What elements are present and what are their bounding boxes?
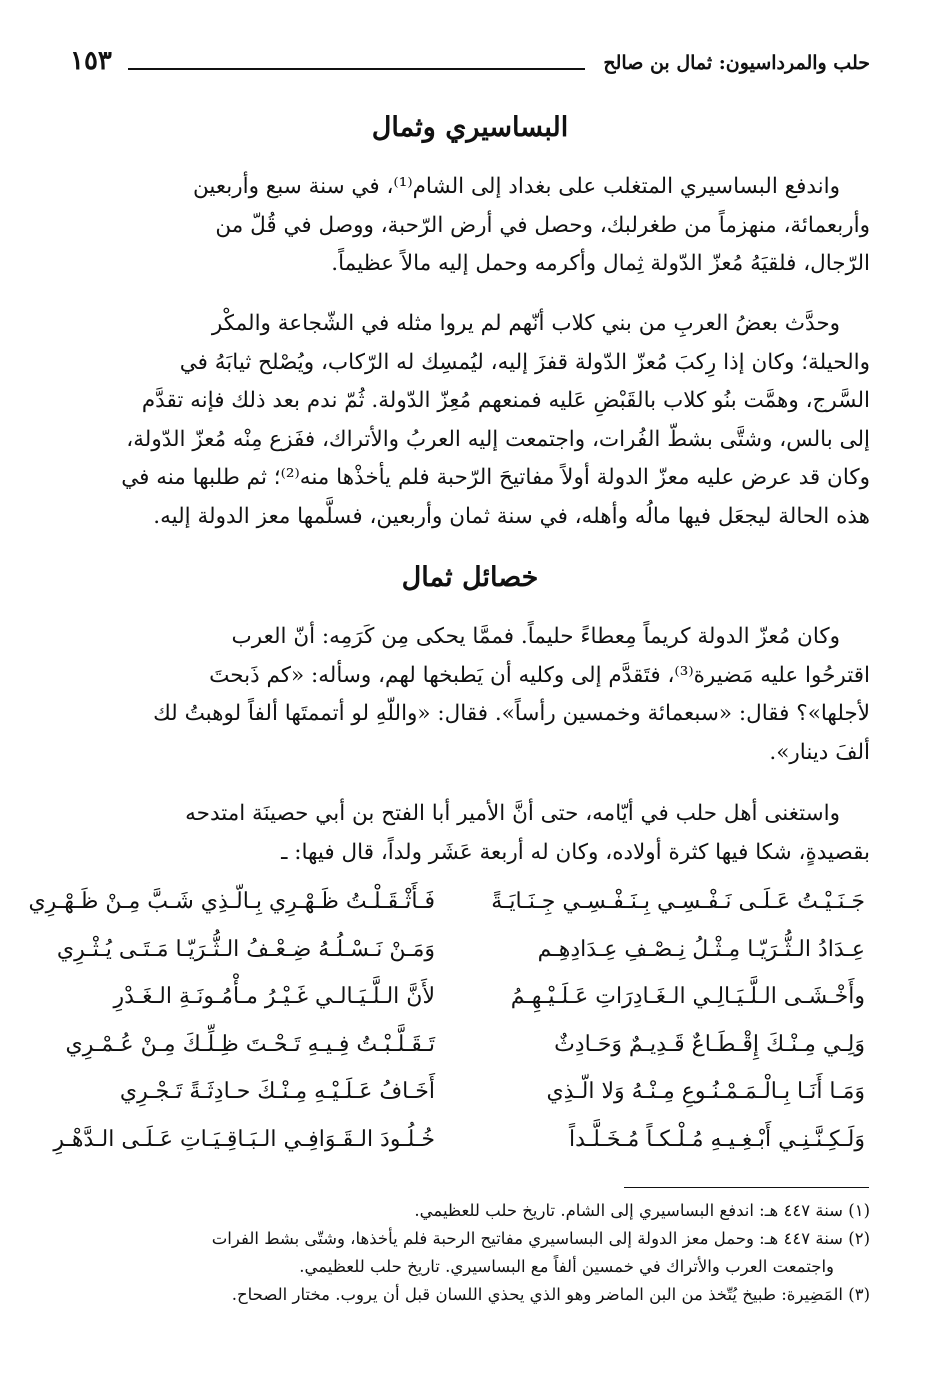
paragraph-khasail-1 <box>70 618 870 772</box>
poem-hemistich-right: عِـدَادُ الـثُّـرَيّـا مِـثْـلُ نِـصْـفِ عِـدَادِهِـم <box>537 936 865 962</box>
paragraph-khasail-2 <box>70 795 870 872</box>
text-line: هذه الحالة ليجعَل فيها مالُه وأهله، في سنة ثمان وأربعين، فسلَّمها معز الدولة إليه. <box>153 503 870 529</box>
text-line: واستغنى أهل حلب في أيّامه، حتى أنَّ الأمير أبا الفتح بن أبي حصينَة امتدحه <box>185 801 840 826</box>
text-line: بقصيدةٍ، شكا فيها كثرة أولاده، وكان له أربعة عَشَر ولداً، قال فيها: ـ <box>281 839 870 865</box>
text-line: الرّجال، فلقيَهُ مُعزّ الدّولة ثِمال وأكرمه وحمل إليه مالاً عظيماً. <box>331 251 870 276</box>
text-line: والحيلة؛ وكان إذا رِكبَ مُعزّ الدّولة قفزَ إليه، ليُمسِك له الرّكاب، ويُصْلح ثيابَهُ في <box>179 349 870 375</box>
footnote-rule <box>624 1187 869 1188</box>
text-line: وأربعمائة، منهزماً من طغرلبك، وحصل في أرض الرّحبة، ووصل في قُلّ من <box>215 212 870 238</box>
text-line: لأجلها»؟ فقال: «سبعمائة وخمسين رأساً». فقال: «واللّهِ لو أتممتَها ألفاً لوهبتُ لك <box>153 701 870 726</box>
poem-verse <box>65 1025 870 1073</box>
poem-hemistich-left: لأَنَّ الـلَّـيَـالـي غَـيْـرُ مـأْمُـونَـةِ الـغَـدْرِ <box>113 984 435 1009</box>
poem-verse <box>53 1120 870 1168</box>
poem-hemistich-right: وأَخْـشَـى الـلَّـيَـالِـي الـغَـادِرَاتِ عَـلَـيْـهِـمُ <box>510 984 865 1009</box>
text-line: وكان مُعزّ الدولة كريماً مِعطاءً حليماً. فممَّا يحكى مِن كَرَمِه: أنّ العرب <box>231 624 840 649</box>
text-line: وكان قد عرض عليه معزّ الدولة أولاً مفاتيحَ الرّحبة فلم يأخذْها منه⁽²⁾؛ ثم طلبها منه في <box>121 465 870 490</box>
header-rule <box>128 68 585 70</box>
text-line: السَّرج، وهمَّت بنُو كلاب بالقَبْضِ عَليه فمنعهم مُعِزّ الدّولة. ثُمّ ندم بعد ذلك فإنه تقدَّم <box>141 388 870 413</box>
poem-hemistich-left: خُـلُـودَ الـقَـوَافِـي الـبَـاقِـيَـاتِ عَـلَـى الـدَّهْـرِ <box>53 1126 435 1152</box>
text-line: ألفَ دينار». <box>769 739 870 765</box>
poem-hemistich-left: أَخَـافُ عَـلَـيْـهِ مِـنْـكَ حـادِثَـةً تَـجْـرِي <box>119 1079 435 1104</box>
footnotes <box>70 1197 870 1309</box>
text-line: واندفع البساسيري المتغلب على بغداد إلى الشام⁽¹⁾، في سنة سبع وأربعين <box>193 174 840 199</box>
poem-verse <box>70 977 870 1025</box>
poem-verse <box>56 930 870 978</box>
poem-hemistich-left: تَـقَـلَّـبْـتُ فِـيـهِ تَـحْـتَ ظِـلِّـكَ مِـنْ عُـمْـرِي <box>65 1031 435 1057</box>
paragraph-basasiri-2 <box>70 305 870 536</box>
footnote-2: (٢) سنة ٤٤٧ هـ: وحمل معز الدولة إلى البساسيري مفاتيح الرحبة فلم يأخذها، وشتّى بشط الفرات <box>211 1229 870 1248</box>
poem-hemistich-right: وَلِـي مِـنْـكَ إِقْـطَـاعٌ قَـدِيـمٌ وَحَـادِثٌ <box>554 1031 865 1057</box>
text-line: وحدَّث بعضُ العربِ من بني كلاب أنّهم لم يروا مثله في الشّجاعة والمكْر <box>211 311 840 336</box>
poem-hemistich-left: وَمَـنْ نَـسْـلُـهُ ضِـعْـفُ الـثُّـرَيّـا مَـتَـى يُـثْـرِي <box>56 936 435 962</box>
section-heading-basasiri: البساسيري وثمال <box>371 112 569 143</box>
footnote-2-continuation: واجتمعت العرب والأتراك في خمسين ألفاً مع البساسيري. تاريخ حلب للعظيمي. <box>299 1257 834 1276</box>
poem-verse <box>28 882 870 930</box>
text-line: اقترحُوا عليه مَضيرة⁽³⁾، فتَقدَّم إلى وكليه أن يَطبخها لهم، وسأله: «كم ذَبحتَ <box>209 662 870 688</box>
page-number: ١٥٣ <box>70 46 112 76</box>
footnote-1: (١) سنة ٤٤٧ هـ: اندفع البساسيري إلى الشام. تاريخ حلب للعظيمي. <box>414 1201 870 1220</box>
section-heading-khasail: خصائل ثمال <box>401 562 539 593</box>
poem-hemistich-left: فَـأَثْـقَـلْـتُ ظَـهْـرِي بِـالّـذِي شَـبَّ مِـنْ ظَـهْـرِي <box>28 889 435 914</box>
poem-hemistich-right: وَلَـكِـنَّـنِـي أَبْـغِـيـهِ مُـلْـكـاً مُـخَـلَّـداً <box>569 1126 865 1152</box>
paragraph-basasiri-1 <box>70 168 870 284</box>
poem-hemistich-right: جَـنَـيْـتُ عَـلَـى نَـفْـسِـي بِـنَـفْـسِـي جِـنَـايَـةً <box>491 889 865 914</box>
poem <box>28 882 870 1167</box>
page-header <box>70 44 870 84</box>
text-line: إلى بالس، وشتَّى بشطّ الفُرات، واجتمعت إليه العربُ والأتراك، ففَزع مِنْه مُعزّ الدّولة، <box>126 426 870 452</box>
footnote-3: (٣) المَضِيرة: طبيخ يُتّخذ من البن الماضر وهو الذي يحذي اللسان قبل أن يروب. مختار الصحاح. <box>231 1285 870 1304</box>
running-title: حلب والمرداسيون: ثمال بن صالح <box>603 52 870 74</box>
poem-hemistich-right: وَمَـا أَنَـا بِـالْـمَـمْـنُـوعِ مِـنْـهُ وَلا الّـذِي <box>546 1079 865 1104</box>
poem-verse <box>70 1072 870 1120</box>
